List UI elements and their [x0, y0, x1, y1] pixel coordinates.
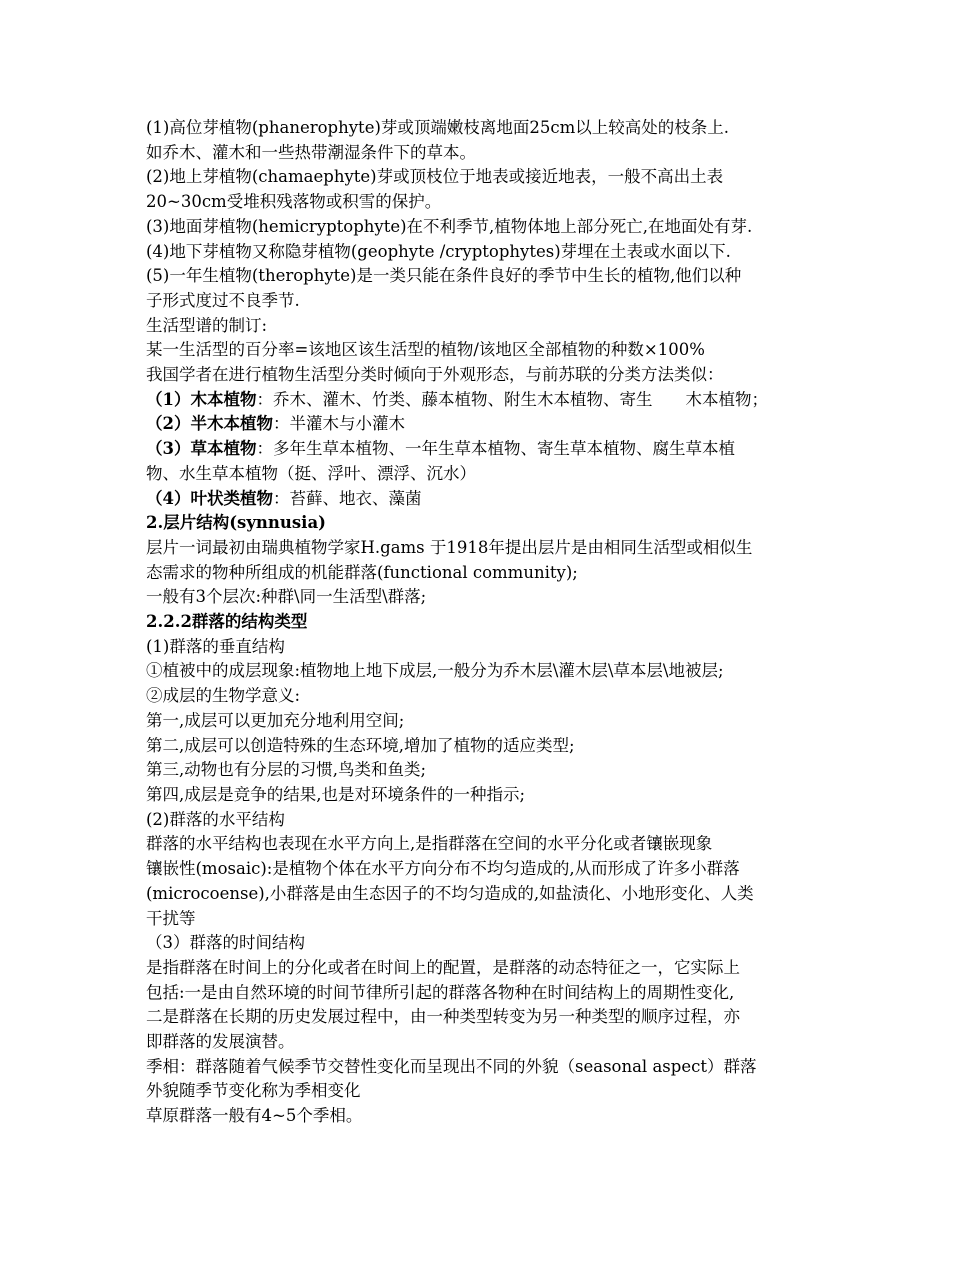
- item-text: ：苔藓、地衣、藻菌: [272, 488, 422, 508]
- text-line: 第三,动物也有分层的习惯,鸟类和鱼类;: [146, 760, 427, 780]
- classification-item: [146, 388, 846, 413]
- section-heading: 2.2.2群落的结构类型: [146, 612, 308, 632]
- text-line: 一般有3个层次:种群\同一生活型\群落;: [146, 587, 427, 607]
- item-lead: （4）叶状类植物: [146, 488, 273, 508]
- text-line: 季相：群落随着气候季节交替性变化而呈现出不同的外貌（seasonal aspect）群落: [146, 1056, 757, 1076]
- text-line: 第二,成层可以创造特殊的生态环境,增加了植物的适应类型;: [146, 735, 575, 755]
- item-text: ：乔木、灌木、竹类、藤本植物、附生木本植物、寄生 木本植物；: [256, 389, 768, 409]
- text-line: 镶嵌性(mosaic):是植物个体在水平方向分布不均匀造成的,从而形成了许多小群落: [146, 859, 740, 879]
- text-line: (5)一年生植物(therophyte)是一类只能在条件良好的季节中生长的植物,他们以种: [146, 266, 742, 286]
- text-line: (4)地下芽植物又称隐芽植物(geophyte /cryptophytes)芽埋在土表或水面以下.: [146, 241, 731, 261]
- text-line: 干扰等: [146, 908, 196, 928]
- text-line: 物、水生草本植物（挺、浮叶、漂浮、沉水）: [146, 463, 476, 483]
- text-line: 第四,成层是竞争的结果,也是对环境条件的一种指示;: [146, 784, 526, 804]
- text-line: 是指群落在时间上的分化或者在时间上的配置，是群落的动态特征之一，它实际上: [146, 957, 740, 977]
- classification-item: [146, 487, 846, 512]
- text-line: 20~30cm受堆积残落物或积雪的保护。: [146, 192, 442, 212]
- text-line: 生活型谱的制订:: [146, 315, 268, 335]
- text-line: 如乔木、灌木和一些热带潮湿条件下的草本。: [146, 142, 476, 162]
- text-line: 子形式度过不良季节.: [146, 290, 300, 310]
- text-line: (3)地面芽植物(hemicryptophyte)在不利季节,植物体地上部分死亡,在地面处有芽.: [146, 216, 753, 236]
- text-line: (1)群落的垂直结构: [146, 636, 285, 656]
- text-line: 外貌随季节变化称为季相变化: [146, 1081, 361, 1101]
- text-line: （3）群落的时间结构: [146, 933, 305, 953]
- text-line: ②成层的生物学意义:: [146, 686, 301, 706]
- item-lead: （2）半木本植物: [146, 414, 273, 434]
- text-line: (microcoense),小群落是由生态因子的不均匀造成的,如盐渍化、小地形变化、人类: [146, 883, 754, 903]
- item-text: ：半灌木与小灌木: [272, 414, 405, 434]
- classification-item: [146, 412, 846, 437]
- text-line: 草原群落一般有4~5个季相。: [146, 1106, 363, 1126]
- text-line: 态需求的物种所组成的机能群落(functional community);: [146, 562, 578, 582]
- section-heading: 2.层片结构(synnusia): [146, 513, 326, 533]
- text-line: ①植被中的成层现象:植物地上地下成层,一般分为乔木层\灌木层\草本层\地被层;: [146, 661, 724, 681]
- document-page: [146, 116, 846, 1129]
- text-line: (1)高位芽植物(phanerophyte)芽或顶端嫩枝离地面25cm以上较高处的枝条上.: [146, 118, 730, 137]
- item-text: ：多年生草本植物、一年生草本植物、寄生草本植物、腐生草本植: [256, 439, 735, 459]
- text-line: 群落的水平结构也表现在水平方向上,是指群落在空间的水平分化或者镶嵌现象: [146, 834, 713, 854]
- item-lead: （1）木本植物: [146, 389, 257, 409]
- text-line: (2)地上芽植物(chamaephyte)芽或顶枝位于地表或接近地表，一般不高出土表: [146, 167, 724, 187]
- text-line: 层片一词最初由瑞典植物学家H.gams 于1918年提出层片是由相同生活型或相似生: [146, 537, 753, 557]
- text-line: 我国学者在进行植物生活型分类时倾向于外观形态，与前苏联的分类方法类似：: [146, 365, 724, 385]
- text-line: 包括:一是由自然环境的时间节律所引起的群落各物种在时间结构上的周期性变化,: [146, 982, 735, 1002]
- text-line: (2)群落的水平结构: [146, 809, 285, 829]
- text-line: 即群落的发展演替。: [146, 1032, 295, 1052]
- text-line: 第一,成层可以更加充分地利用空间;: [146, 710, 405, 730]
- text-line: 某一生活型的百分率=该地区该生活型的植物/该地区全部植物的种数×100%: [146, 340, 705, 360]
- item-lead: （3）草本植物: [146, 439, 257, 459]
- classification-item: [146, 437, 846, 462]
- text-line: 二是群落在长期的历史发展过程中，由一种类型转变为另一种类型的顺序过程，亦: [146, 1007, 740, 1027]
